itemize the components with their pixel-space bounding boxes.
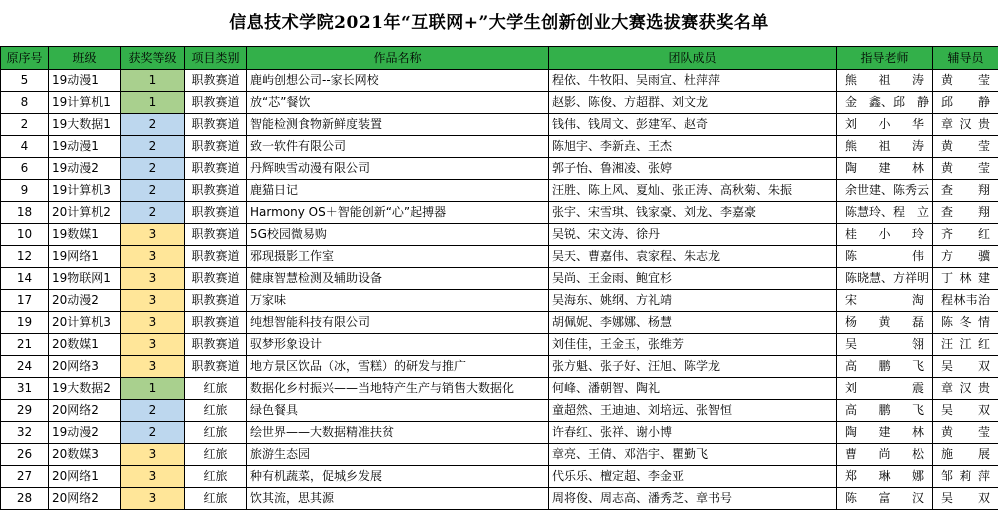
cell-team-members: 代乐乐、檀定超、李金亚 [549, 466, 837, 488]
page-title: 信息技术学院2021年“互联网+”大学生创新创业大赛选拔赛获奖名单 [229, 13, 769, 33]
cell-team-members: 吴海东、姚纲、方礼靖 [549, 290, 837, 312]
cell-original-no: 27 [1, 466, 49, 488]
cell-original-no: 18 [1, 202, 49, 224]
cell-award-level: 1 [121, 378, 185, 400]
cell-category: 红旅 [185, 466, 247, 488]
cell-category: 红旅 [185, 378, 247, 400]
cell-teacher: 金 鑫、邱 静 [837, 92, 933, 114]
cell-counselor: 丁林建 [933, 268, 998, 290]
cell-original-no: 8 [1, 92, 49, 114]
cell-work-name: 智能检测食物新鲜度装置 [247, 114, 549, 136]
cell-work-name: 致一软件有限公司 [247, 136, 549, 158]
table-body [1, 70, 998, 510]
column-header-work: 作品名称 [247, 47, 549, 70]
cell-category: 职教赛道 [185, 334, 247, 356]
cell-counselor: 邹莉萍 [933, 466, 998, 488]
cell-work-name: 地方景区饮品（冰，雪糕）的研发与推广 [247, 356, 549, 378]
cell-teacher: 陶建林 [837, 422, 933, 444]
cell-team-members: 吴锐、宋文涛、徐丹 [549, 224, 837, 246]
cell-teacher: 陶建林 [837, 158, 933, 180]
cell-original-no: 6 [1, 158, 49, 180]
cell-counselor: 吴 双 [933, 488, 998, 510]
table-row [1, 180, 998, 202]
cell-award-level: 2 [121, 422, 185, 444]
cell-original-no: 19 [1, 312, 49, 334]
cell-work-name: 绿色餐具 [247, 400, 549, 422]
cell-class: 20网络2 [49, 400, 121, 422]
cell-work-name: 种有机蔬菜，促城乡发展 [247, 466, 549, 488]
table-row [1, 334, 998, 356]
cell-class: 19大数据1 [49, 114, 121, 136]
cell-original-no: 32 [1, 422, 49, 444]
cell-original-no: 4 [1, 136, 49, 158]
cell-teacher: 高鹏飞 [837, 356, 933, 378]
cell-category: 职教赛道 [185, 312, 247, 334]
cell-class: 19动漫1 [49, 136, 121, 158]
cell-class: 19大数据2 [49, 378, 121, 400]
cell-counselor: 施 展 [933, 444, 998, 466]
table-row [1, 246, 998, 268]
cell-category: 红旅 [185, 422, 247, 444]
cell-team-members: 张方魁、张子好、汪旭、陈学龙 [549, 356, 837, 378]
cell-teacher: 刘小华 [837, 114, 933, 136]
cell-counselor: 章汉贵 [933, 378, 998, 400]
cell-category: 职教赛道 [185, 246, 247, 268]
cell-award-level: 2 [121, 202, 185, 224]
cell-original-no: 9 [1, 180, 49, 202]
cell-team-members: 赵影、陈俊、方超群、刘文龙 [549, 92, 837, 114]
cell-award-level: 2 [121, 158, 185, 180]
cell-teacher: 刘 震 [837, 378, 933, 400]
cell-team-members: 吴天、曹嘉伟、袁家程、朱志龙 [549, 246, 837, 268]
cell-teacher: 宋 淘 [837, 290, 933, 312]
cell-teacher: 陈慧玲、程 立 [837, 202, 933, 224]
cell-work-name: 5G校园微易购 [247, 224, 549, 246]
column-header-teacher: 指导老师 [837, 47, 933, 70]
cell-work-name: 纯想智能科技有限公司 [247, 312, 549, 334]
cell-award-level: 3 [121, 268, 185, 290]
column-header-no: 原序号 [1, 47, 49, 70]
cell-category: 职教赛道 [185, 158, 247, 180]
cell-team-members: 汪胜、陈上风、夏灿、张正涛、高秋菊、朱振 [549, 180, 837, 202]
cell-counselor: 黄 莹 [933, 70, 998, 92]
column-header-level: 获奖等级 [121, 47, 185, 70]
cell-counselor: 吴 双 [933, 356, 998, 378]
cell-award-level: 2 [121, 114, 185, 136]
cell-work-name: 丹辉映雪动漫有限公司 [247, 158, 549, 180]
cell-teacher: 郑琳娜 [837, 466, 933, 488]
cell-teacher: 陈晓慧、方祥明 [837, 268, 933, 290]
cell-team-members: 许春红、张祥、谢小博 [549, 422, 837, 444]
cell-class: 20网络3 [49, 356, 121, 378]
cell-counselor: 陈冬情 [933, 312, 998, 334]
cell-work-name: 万家味 [247, 290, 549, 312]
cell-counselor: 程林韦治 [933, 290, 998, 312]
cell-class: 19物联网1 [49, 268, 121, 290]
cell-work-name: 数据化乡村振兴——当地特产生产与销售大数据化 [247, 378, 549, 400]
cell-work-name: 邪现摄影工作室 [247, 246, 549, 268]
cell-team-members: 胡佩妮、李娜娜、杨慧 [549, 312, 837, 334]
cell-class: 20计算机2 [49, 202, 121, 224]
table-row [1, 312, 998, 334]
cell-work-name: 鹿屿创想公司--家长网校 [247, 70, 549, 92]
cell-original-no: 5 [1, 70, 49, 92]
cell-original-no: 2 [1, 114, 49, 136]
cell-category: 红旅 [185, 400, 247, 422]
cell-counselor: 查 翔 [933, 180, 998, 202]
cell-counselor: 查 翔 [933, 202, 998, 224]
cell-work-name: 健康智慧检测及辅助设备 [247, 268, 549, 290]
cell-award-level: 3 [121, 356, 185, 378]
cell-class: 20数媒1 [49, 334, 121, 356]
table-row [1, 378, 998, 400]
cell-original-no: 10 [1, 224, 49, 246]
cell-original-no: 24 [1, 356, 49, 378]
cell-class: 19计算机1 [49, 92, 121, 114]
cell-award-level: 3 [121, 488, 185, 510]
cell-class: 20动漫2 [49, 290, 121, 312]
cell-category: 职教赛道 [185, 70, 247, 92]
cell-award-level: 3 [121, 444, 185, 466]
cell-class: 19数媒1 [49, 224, 121, 246]
award-table [0, 46, 998, 510]
table-row [1, 224, 998, 246]
table-header-row [1, 47, 998, 70]
cell-counselor: 汪江红 [933, 334, 998, 356]
cell-category: 职教赛道 [185, 92, 247, 114]
column-header-type: 项目类别 [185, 47, 247, 70]
cell-team-members: 张宇、宋雪琪、钱家豪、刘龙、李嘉豪 [549, 202, 837, 224]
cell-teacher: 熊祖涛 [837, 136, 933, 158]
cell-work-name: 鹿猫日记 [247, 180, 549, 202]
cell-award-level: 1 [121, 92, 185, 114]
cell-original-no: 12 [1, 246, 49, 268]
table-row [1, 114, 998, 136]
cell-category: 红旅 [185, 444, 247, 466]
cell-work-name: Harmony OS＋智能创新“心”起搏器 [247, 202, 549, 224]
cell-teacher: 曹尚松 [837, 444, 933, 466]
cell-team-members: 何峰、潘朝智、陶礼 [549, 378, 837, 400]
cell-teacher: 余世建、陈秀云 [837, 180, 933, 202]
cell-original-no: 17 [1, 290, 49, 312]
cell-class: 20计算机3 [49, 312, 121, 334]
cell-team-members: 郭子怡、鲁湘凌、张婷 [549, 158, 837, 180]
table-row [1, 466, 998, 488]
cell-category: 职教赛道 [185, 290, 247, 312]
table-row [1, 70, 998, 92]
cell-class: 20数媒3 [49, 444, 121, 466]
cell-teacher: 高鹏飞 [837, 400, 933, 422]
cell-team-members: 程依、牛牧阳、吴雨宣、杜萍萍 [549, 70, 837, 92]
table-row [1, 290, 998, 312]
table-row [1, 488, 998, 510]
table-row [1, 444, 998, 466]
cell-counselor: 黄 莹 [933, 136, 998, 158]
cell-category: 职教赛道 [185, 180, 247, 202]
table-row [1, 92, 998, 114]
cell-class: 19计算机3 [49, 180, 121, 202]
cell-teacher: 陈富汉 [837, 488, 933, 510]
cell-category: 职教赛道 [185, 114, 247, 136]
cell-class: 20网络1 [49, 466, 121, 488]
column-header-counselor: 辅导员 [933, 47, 998, 70]
column-header-team: 团队成员 [549, 47, 837, 70]
cell-work-name: 饮其流，思其源 [247, 488, 549, 510]
cell-work-name: 旅游生态园 [247, 444, 549, 466]
cell-work-name: 绘世界——大数据精准扶贫 [247, 422, 549, 444]
cell-counselor: 吴 双 [933, 400, 998, 422]
cell-team-members: 刘佳佳，王金玉，张维芳 [549, 334, 837, 356]
table-row [1, 422, 998, 444]
cell-category: 职教赛道 [185, 202, 247, 224]
cell-class: 19动漫2 [49, 422, 121, 444]
cell-category: 职教赛道 [185, 224, 247, 246]
cell-team-members: 周将俊、周志高、潘秀芝、章书号 [549, 488, 837, 510]
cell-work-name: 放“芯”餐饮 [247, 92, 549, 114]
cell-counselor: 邱 静 [933, 92, 998, 114]
cell-teacher: 陈 伟 [837, 246, 933, 268]
cell-counselor: 方 骥 [933, 246, 998, 268]
cell-work-name: 驭梦形象设计 [247, 334, 549, 356]
cell-category: 职教赛道 [185, 268, 247, 290]
cell-original-no: 31 [1, 378, 49, 400]
cell-award-level: 3 [121, 334, 185, 356]
cell-category: 职教赛道 [185, 356, 247, 378]
cell-counselor: 黄 莹 [933, 422, 998, 444]
cell-award-level: 2 [121, 136, 185, 158]
cell-team-members: 童超然、王迪迪、刘培远、张智恒 [549, 400, 837, 422]
cell-teacher: 杨黄磊 [837, 312, 933, 334]
cell-team-members: 钱伟、钱周文、彭建军、赵奇 [549, 114, 837, 136]
cell-award-level: 1 [121, 70, 185, 92]
cell-category: 职教赛道 [185, 136, 247, 158]
cell-team-members: 陈旭宇、李新垚、王杰 [549, 136, 837, 158]
cell-team-members: 章亮、王倩、邓浩宇、瞿勤飞 [549, 444, 837, 466]
table-row [1, 202, 998, 224]
cell-award-level: 3 [121, 224, 185, 246]
cell-original-no: 26 [1, 444, 49, 466]
cell-award-level: 2 [121, 180, 185, 202]
cell-counselor: 章汉贵 [933, 114, 998, 136]
cell-original-no: 14 [1, 268, 49, 290]
table-row [1, 400, 998, 422]
cell-award-level: 3 [121, 290, 185, 312]
cell-original-no: 29 [1, 400, 49, 422]
cell-teacher: 吴 翎 [837, 334, 933, 356]
cell-class: 19网络1 [49, 246, 121, 268]
table-row [1, 268, 998, 290]
cell-original-no: 21 [1, 334, 49, 356]
cell-counselor: 黄 莹 [933, 158, 998, 180]
cell-team-members: 吴尚、王金雨、鲍宜杉 [549, 268, 837, 290]
cell-counselor: 齐 红 [933, 224, 998, 246]
cell-original-no: 28 [1, 488, 49, 510]
column-header-class: 班级 [49, 47, 121, 70]
cell-teacher: 桂小玲 [837, 224, 933, 246]
cell-class: 20网络2 [49, 488, 121, 510]
table-row [1, 356, 998, 378]
cell-class: 19动漫2 [49, 158, 121, 180]
table-row [1, 158, 998, 180]
cell-award-level: 3 [121, 312, 185, 334]
cell-class: 19动漫1 [49, 70, 121, 92]
cell-award-level: 2 [121, 400, 185, 422]
table-row [1, 136, 998, 158]
cell-award-level: 3 [121, 466, 185, 488]
cell-award-level: 3 [121, 246, 185, 268]
cell-category: 红旅 [185, 488, 247, 510]
cell-teacher: 熊祖涛 [837, 70, 933, 92]
